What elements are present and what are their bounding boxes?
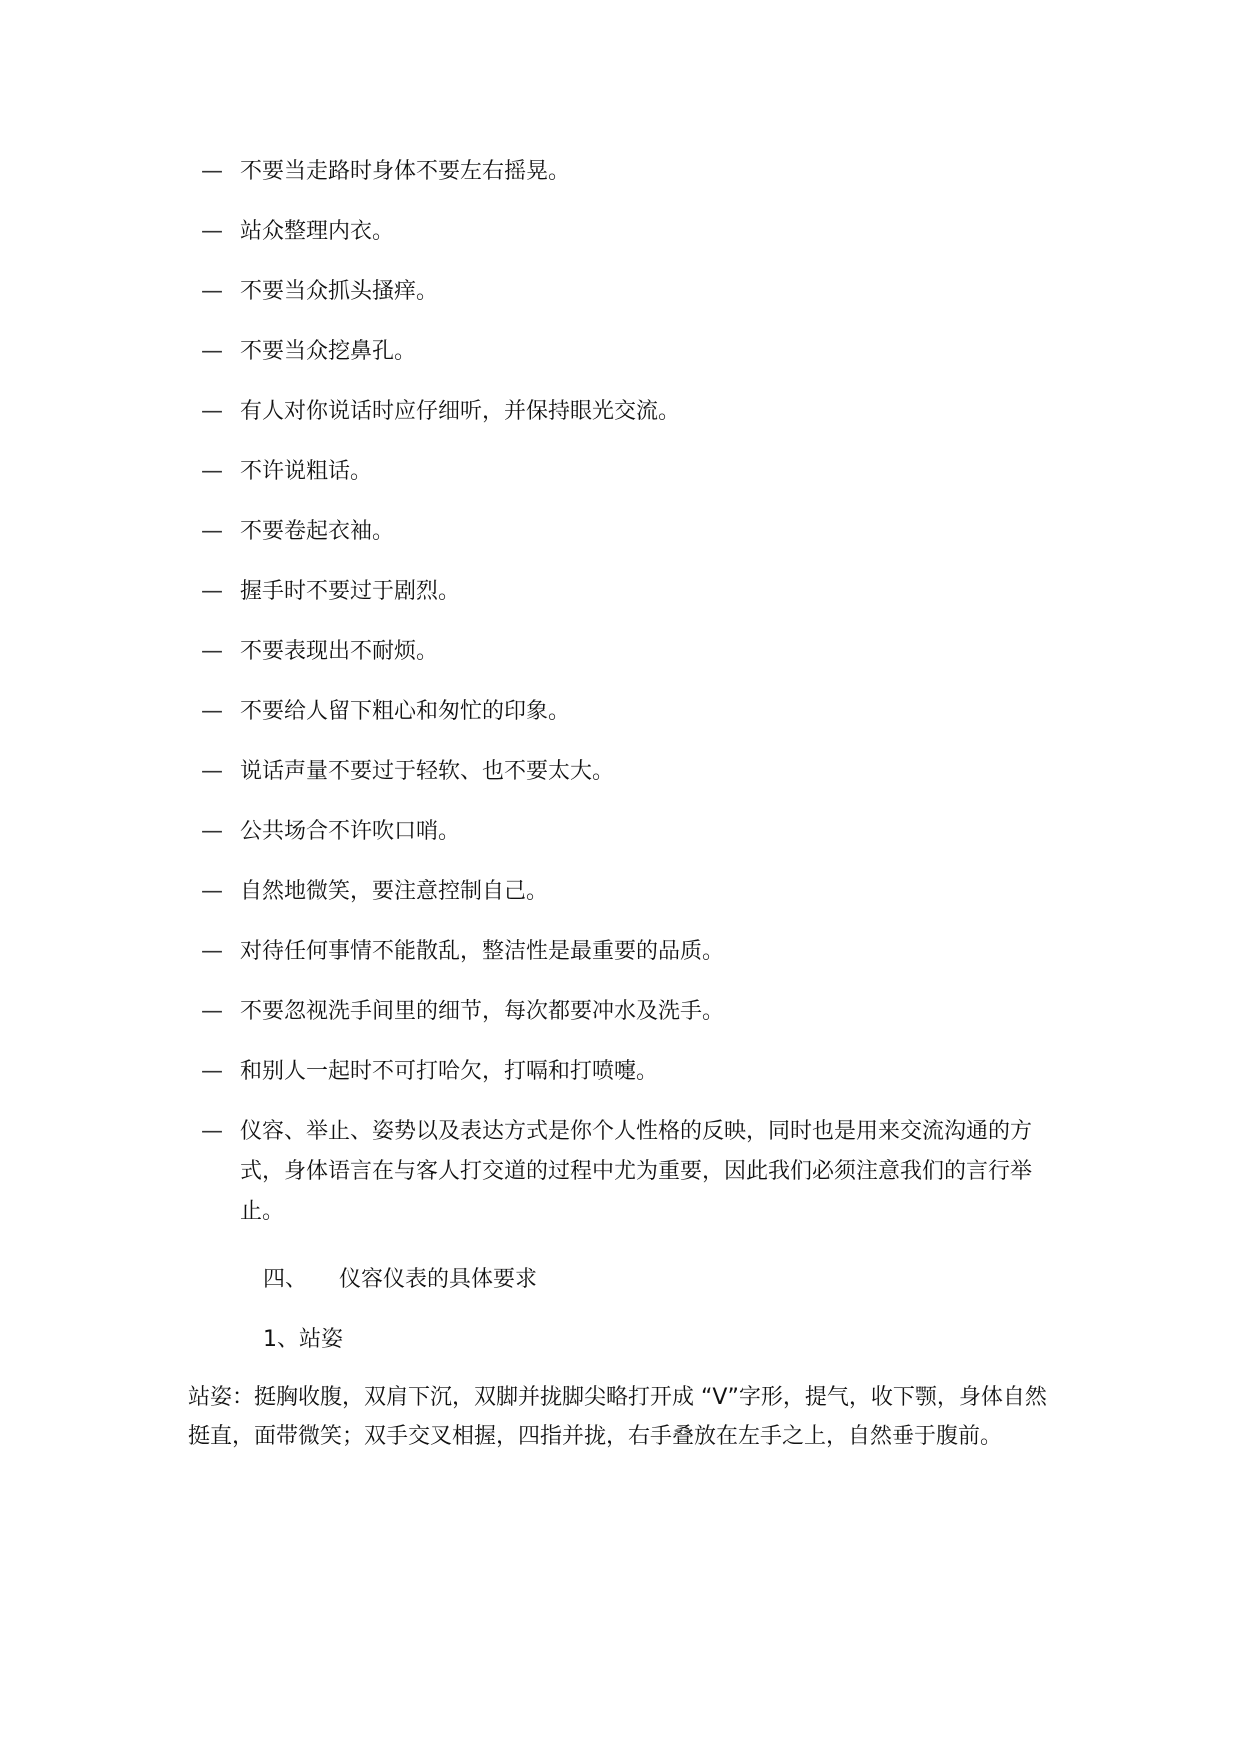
body-paragraph: 站姿：挺胸收腹，双肩下沉，双脚并拢脚尖略打开成 “V”字形，提气，收下颚，身体自然挺直，面带微笑；双手交叉相握，四指并拢，右手叠放在左手之上，自然垂于腹前。 — [188, 1385, 1047, 1449]
dash-marker: — — [201, 759, 223, 784]
dash-marker: — — [201, 1059, 223, 1084]
list-item — [201, 752, 1061, 792]
list-item-text: 不要忽视洗手间里的细节，每次都要冲水及洗手。 — [240, 999, 725, 1024]
list-item-text: 不要当众抓头搔痒。 — [240, 279, 439, 304]
list-item — [201, 332, 1061, 372]
section-heading — [263, 1260, 537, 1300]
list-item-text: 握手时不要过于剧烈。 — [240, 579, 461, 604]
list-item — [201, 212, 1061, 252]
list-item — [201, 992, 1061, 1032]
dash-marker: — — [201, 399, 223, 424]
list-item — [201, 452, 1061, 492]
list-item — [201, 392, 1061, 432]
dash-marker: — — [201, 579, 223, 604]
list-item-text: 不要当众挖鼻孔。 — [240, 339, 417, 364]
list-item-text: 仪容、举止、姿势以及表达方式是你个人性格的反映，同时也是用来交流沟通的方式，身体语言在与客人打交道的过程中尤为重要，因此我们必须注意我们的言行举止。 — [240, 1119, 1033, 1224]
dash-marker: — — [201, 459, 223, 484]
dash-marker: — — [201, 819, 223, 844]
list-item — [201, 872, 1061, 912]
list-item-text: 不要表现出不耐烦。 — [240, 639, 439, 664]
list-item-text: 不要给人留下粗心和匆忙的印象。 — [240, 699, 571, 724]
dash-marker: — — [201, 939, 223, 964]
dash-marker: — — [201, 699, 223, 724]
list-item-text: 不要卷起衣袖。 — [240, 519, 395, 544]
list-item — [201, 512, 1061, 552]
section-number: 四、 — [263, 1267, 308, 1292]
section-title: 仪容仪表的具体要求 — [339, 1267, 538, 1292]
list-item-text: 自然地微笑，要注意控制自己。 — [240, 879, 549, 904]
dash-marker: — — [201, 639, 223, 664]
list-item-text: 不要当走路时身体不要左右摇晃。 — [240, 159, 571, 184]
list-item-text: 不许说粗话。 — [240, 459, 373, 484]
etiquette-list — [201, 152, 1061, 1252]
dash-marker: — — [201, 159, 223, 184]
list-item — [201, 1052, 1061, 1092]
list-item-text: 公共场合不许吹口哨。 — [240, 819, 461, 844]
list-item — [201, 932, 1061, 972]
dash-marker: — — [201, 339, 223, 364]
list-item — [201, 1112, 1061, 1232]
list-item-text: 和别人一起时不可打哈欠，打嗝和打喷嚏。 — [240, 1059, 659, 1084]
list-item — [201, 692, 1061, 732]
list-item — [201, 812, 1061, 852]
list-item — [201, 632, 1061, 672]
list-item-text: 说话声量不要过于轻软、也不要太大。 — [240, 759, 615, 784]
dash-marker: — — [201, 1119, 223, 1144]
list-item — [201, 572, 1061, 612]
list-item-text: 站众整理内衣。 — [240, 219, 395, 244]
dash-marker: — — [201, 999, 223, 1024]
dash-marker: — — [201, 279, 223, 304]
dash-marker: — — [201, 519, 223, 544]
list-item-text: 对待任何事情不能散乱，整洁性是最重要的品质。 — [240, 939, 725, 964]
list-item — [201, 272, 1061, 312]
list-item-text: 有人对你说话时应仔细听，并保持眼光交流。 — [240, 399, 681, 424]
dash-marker: — — [201, 219, 223, 244]
dash-marker: — — [201, 879, 223, 904]
list-item — [201, 152, 1061, 192]
subsection-heading: 1、站姿 — [263, 1327, 343, 1352]
